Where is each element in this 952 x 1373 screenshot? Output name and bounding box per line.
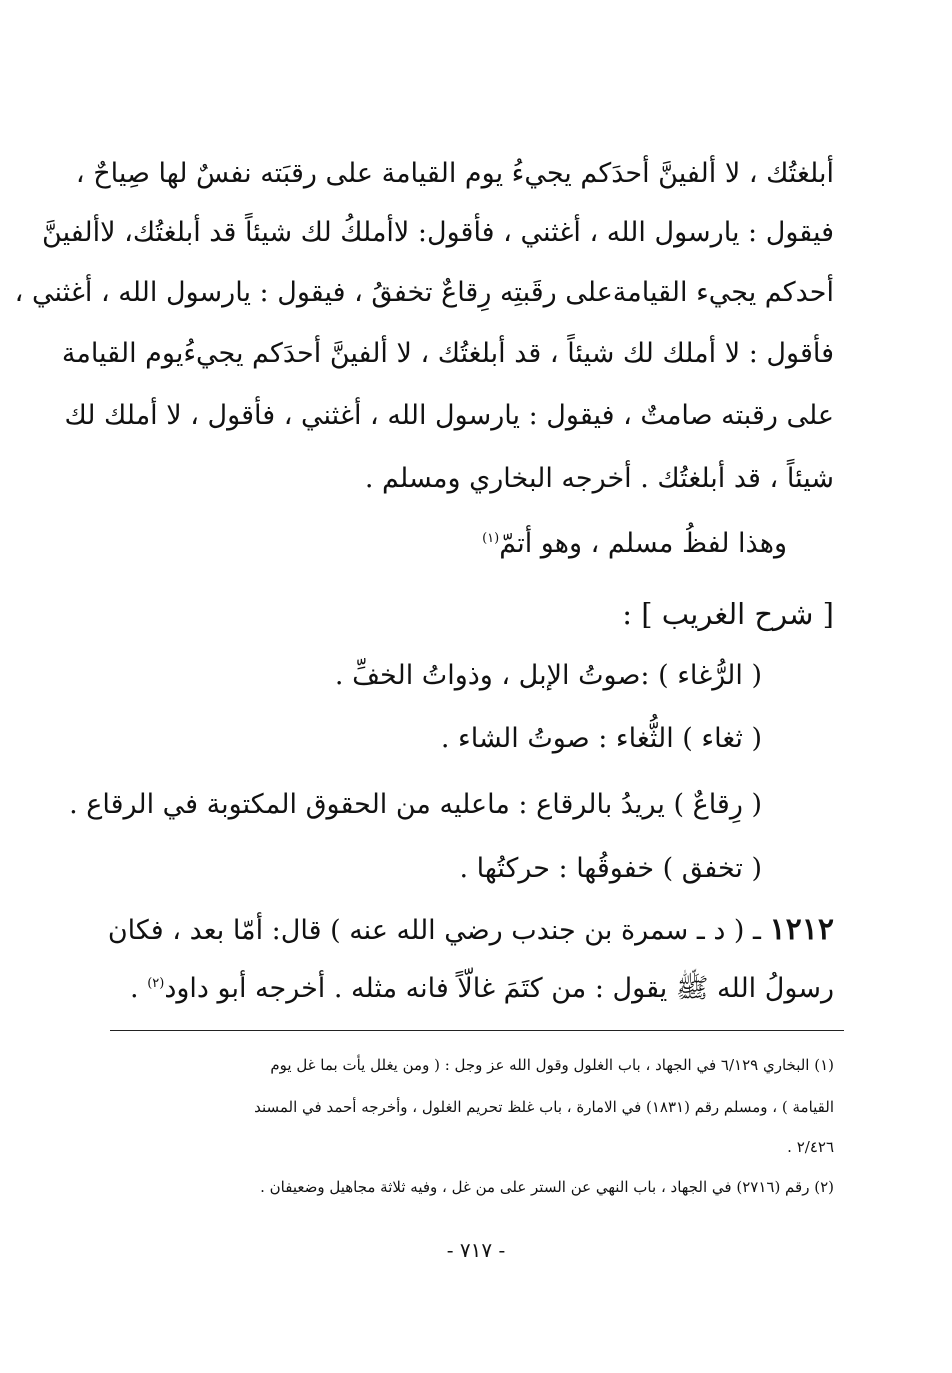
body-line-6: شيئاً ، قد أبلغتُك . أخرجه البخاري ومسلم . xyxy=(364,463,834,494)
glossary-item-1: ( الرُّغاء ) :صوتُ الإبل ، وذواتُ الخفِّ . xyxy=(334,660,762,691)
footnote-ref-2: (٢) xyxy=(147,976,165,991)
hadith-line-1-text: ـ ( د ـ سمرة بن جندب رضي الله عنه ) قال: أمّا بعد ، فكان xyxy=(107,915,761,946)
hadith-line-2-text: رسولُ الله ﷺ يقول : من كتَمَ غالّاً فانه مثله . أخرجه أبو داود xyxy=(164,973,834,1004)
glossary-heading: [ شرح الغريب ] : xyxy=(622,597,834,631)
hadith-end: . xyxy=(130,973,139,1004)
muslim-note-text: وهذا لفظُ مسلم ، وهو أتمّ xyxy=(499,528,787,559)
footnote-divider xyxy=(110,1030,844,1031)
footnote-ref-1: (١) xyxy=(482,531,500,546)
hadith-line-2 xyxy=(130,975,834,1002)
muslim-note xyxy=(482,530,787,557)
body-line-1: أبلغتُك ، لا ألفينَّ أحدَكم يجيءُ يوم القيامة على رقبَته نفسٌ لها صِياحٌ ، xyxy=(75,158,834,189)
glossary-item-2: ( ثغاء ) الثُّغاء : صوتُ الشاء . xyxy=(440,723,762,754)
body-line-5: على رقبته صامتٌ ، فيقول : يارسول الله ، أغثني ، فأقول ، لا أملك لك xyxy=(64,400,834,431)
glossary-item-3: ( رِقاعٌ ) يريدُ بالرقاع : ماعليه من الحقوق المكتوبة في الرقاع . xyxy=(69,789,762,820)
page-number: - ٧١٧ - xyxy=(446,1238,506,1262)
footnote-1-line-2: القيامة ) ، ومسلم رقم (١٨٣١) في الامارة ، باب غلظ تحريم الغلول ، وأخرجه أحمد في المسند xyxy=(254,1098,834,1116)
body-line-4: فأقول : لا أملك لك شيئاً ، قد أبلغتُك ، لا ألفينَّ أحدَكم يجيءُيوم القيامة xyxy=(61,338,834,369)
hadith-number: ١٢١٢ xyxy=(769,912,834,947)
footnote-2: (٢) رقم (٢٧١٦) في الجهاد ، باب النهي عن الستر على من غل ، وفيه ثلاثة مجاهيل وضعيفان . xyxy=(260,1178,834,1196)
body-line-2: فيقول : يارسول الله ، أغثني ، فأقول: لاأملكُ لك شيئاً قد أبلغتُك، لاألفينَّ xyxy=(42,217,834,248)
footnote-1-line-1: (١) البخاري ٦/١٢٩ في الجهاد ، باب الغلول وقول الله عز وجل : ( ومن يغلل يأت بما غل يوم xyxy=(270,1056,834,1074)
glossary-item-4: ( تخفق ) خفوقُها : حركتُها . xyxy=(459,853,762,884)
body-line-3: أحدكم يجيء القيامةعلى رقَبتِه رِقاعٌ تخفقُ ، فيقول : يارسول الله ، أغثني ، xyxy=(14,277,834,308)
hadith-line-1 xyxy=(107,912,834,947)
footnote-1-line-3: ٢/٤٢٦ . xyxy=(787,1138,834,1156)
